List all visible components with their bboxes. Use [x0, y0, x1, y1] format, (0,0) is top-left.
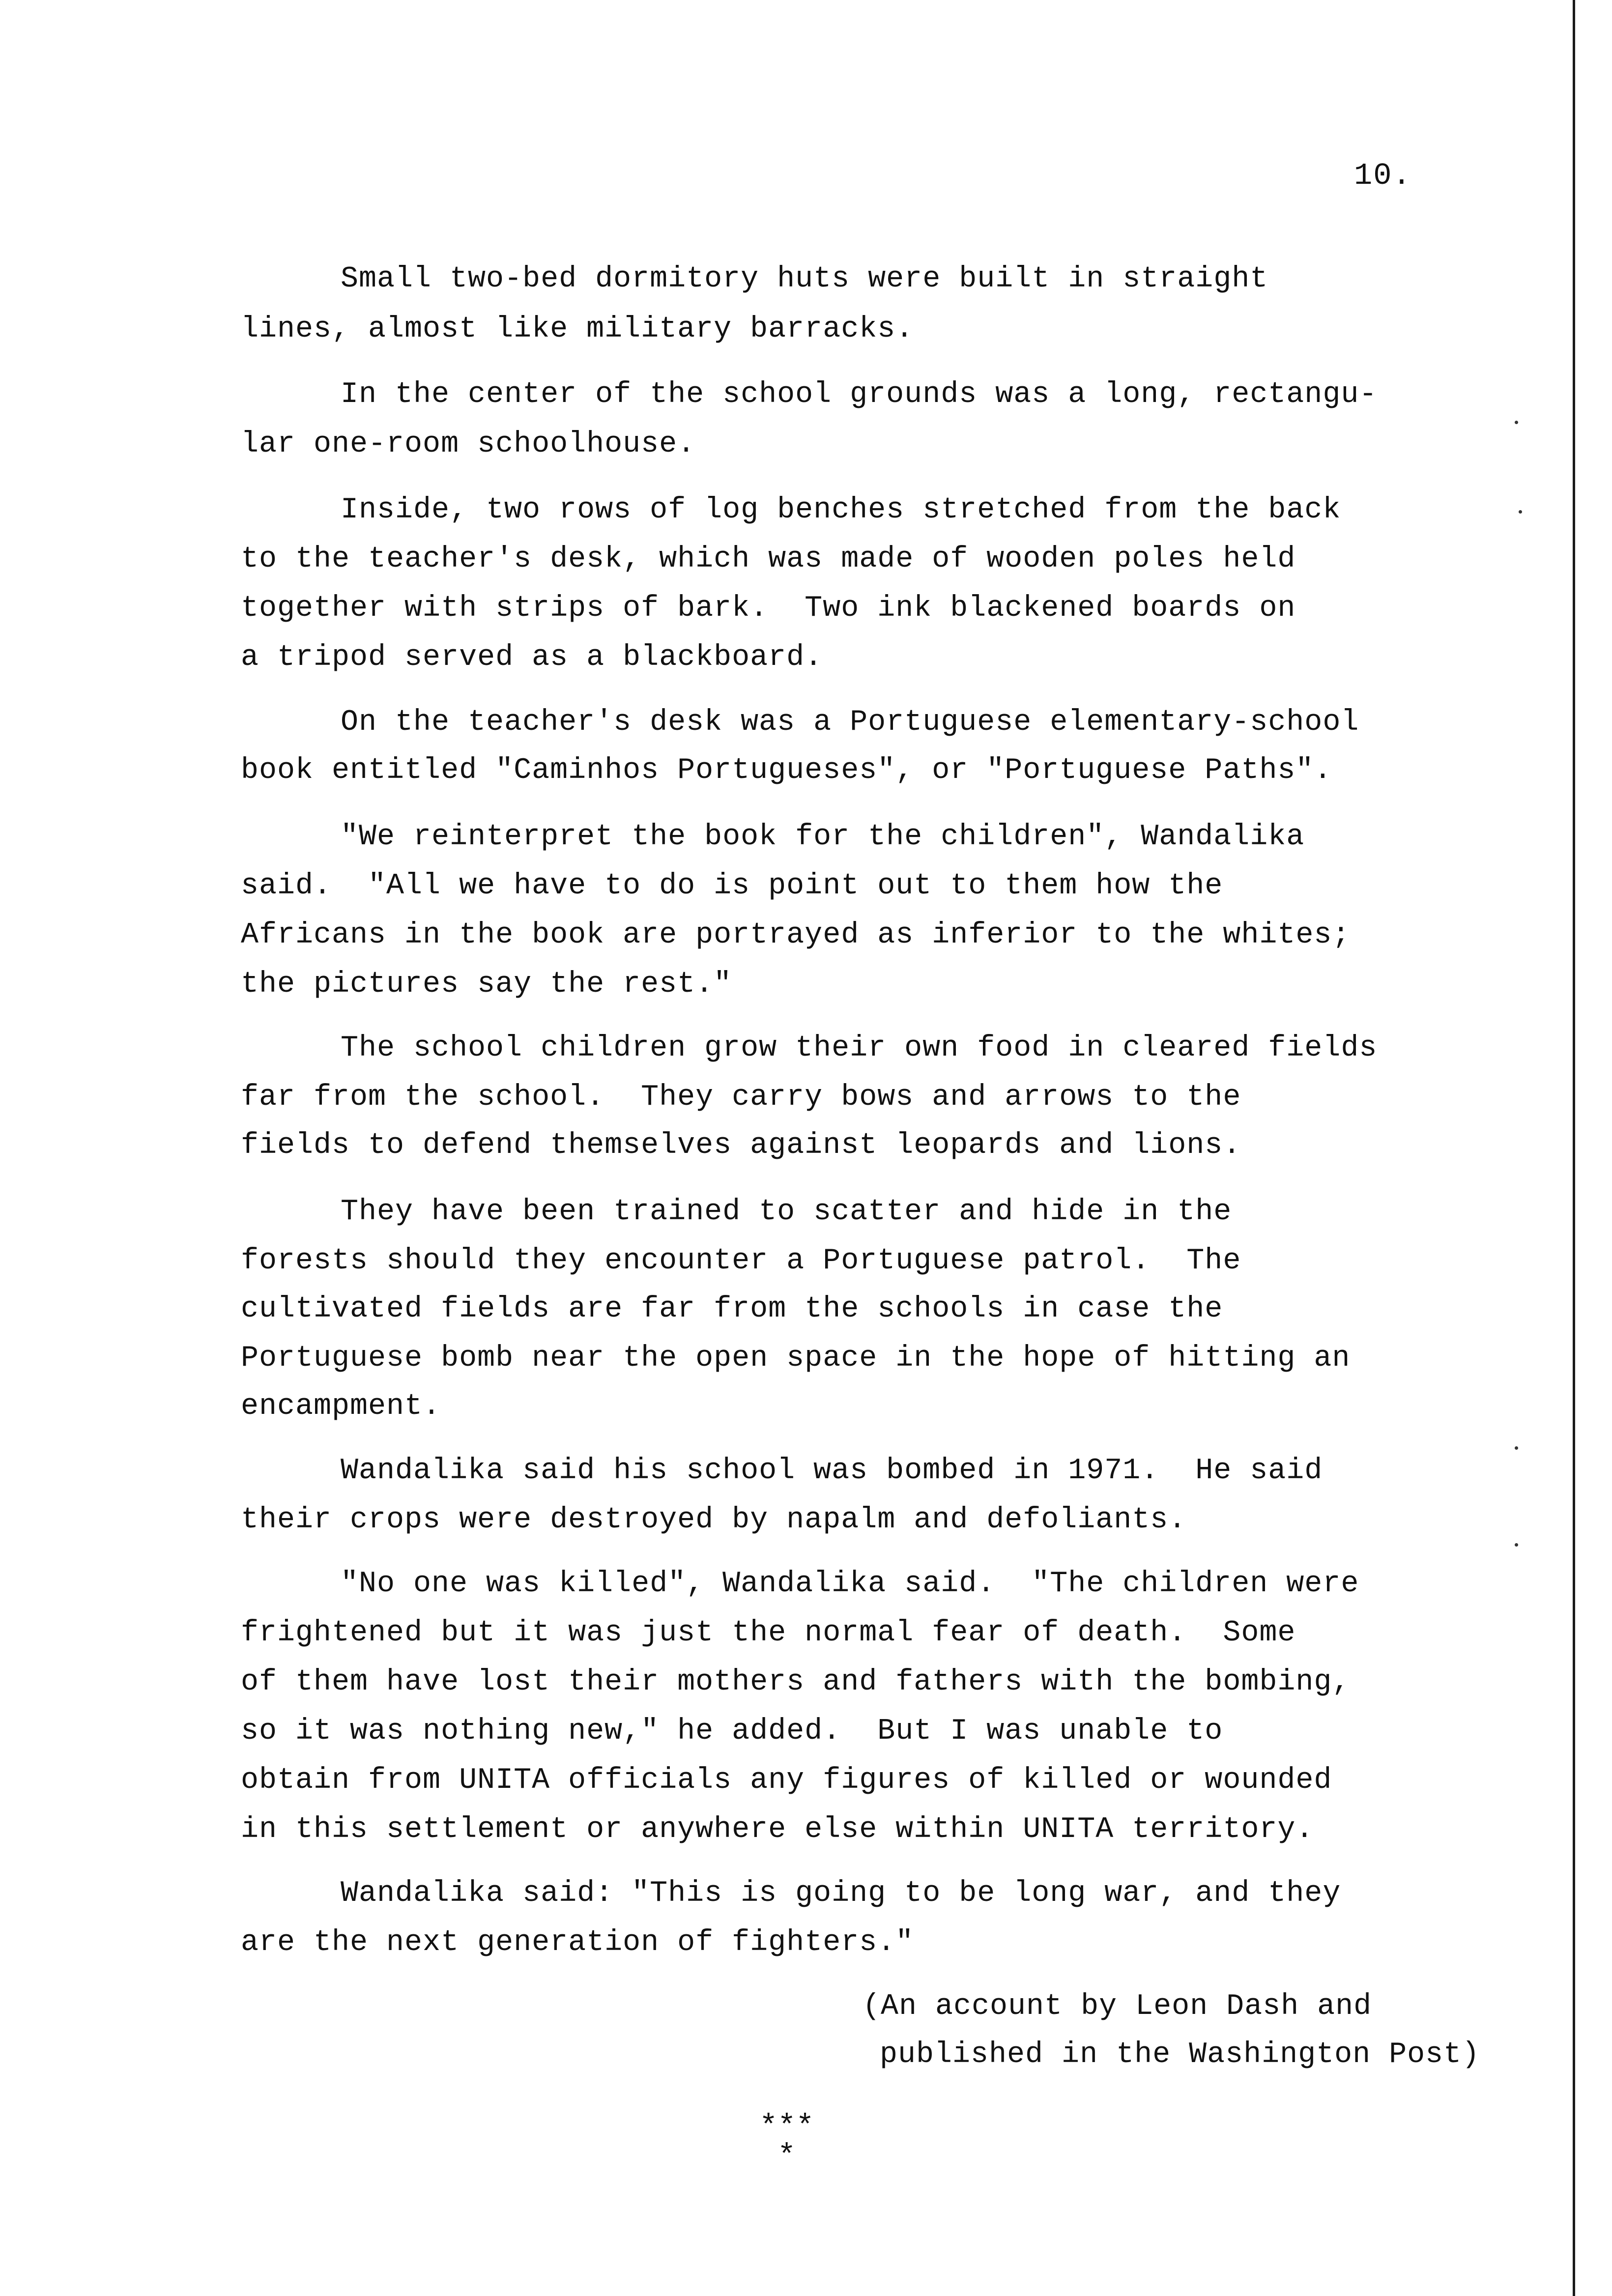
- body-line: The school children grow their own food in cleared fields: [341, 1032, 1378, 1065]
- body-line: far from the school. They carry bows and arrows to the: [241, 1081, 1241, 1114]
- body-line: Wandalika said his school was bombed in 1971. He said: [341, 1454, 1323, 1488]
- body-line: obtain from UNITA officials any figures of killed or wounded: [241, 1764, 1332, 1797]
- attribution-line: published in the Washington Post): [880, 2038, 1480, 2071]
- body-line: Inside, two rows of log benches stretched from the back: [341, 493, 1341, 527]
- scan-speck: [1519, 510, 1522, 514]
- page-edge-line: [1573, 0, 1575, 2296]
- body-line: a tripod served as a blackboard.: [241, 641, 823, 674]
- body-line: forests should they encounter a Portuguese patrol. The: [241, 1244, 1241, 1278]
- body-line: encampment.: [241, 1390, 441, 1423]
- body-line: their crops were destroyed by napalm and defoliants.: [241, 1503, 1187, 1537]
- scan-speck: [1515, 1446, 1518, 1450]
- body-line: Portuguese bomb near the open space in the hope of hitting an: [241, 1342, 1351, 1375]
- body-line: They have been trained to scatter and hide in the: [341, 1195, 1232, 1229]
- body-line: to the teacher's desk, which was made of wooden poles held: [241, 543, 1296, 576]
- body-line: so it was nothing new," he added. But I was unable to: [241, 1715, 1223, 1748]
- scan-speck: [1515, 1543, 1518, 1547]
- body-line: In the center of the school grounds was a long, rectangu-: [341, 378, 1378, 411]
- body-line: lines, almost like military barracks.: [241, 313, 914, 346]
- separator-star: *: [777, 2139, 796, 2174]
- body-line: in this settlement or anywhere else within UNITA territory.: [241, 1813, 1314, 1846]
- body-line: Wandalika said: "This is going to be long war, and they: [341, 1877, 1341, 1910]
- separator-stars: ***: [759, 2109, 814, 2144]
- body-line: fields to defend themselves against leopards and lions.: [241, 1129, 1241, 1162]
- attribution-line: (An account by Leon Dash and: [863, 1990, 1372, 2023]
- body-line: cultivated fields are far from the schools in case the: [241, 1292, 1223, 1326]
- body-line: "We reinterpret the book for the children", Wandalika: [341, 820, 1305, 854]
- body-line: the pictures say the rest.": [241, 968, 732, 1001]
- body-line: of them have lost their mothers and fathers with the bombing,: [241, 1665, 1351, 1699]
- scan-speck: [1515, 421, 1518, 424]
- body-line: Africans in the book are portrayed as inferior to the whites;: [241, 918, 1351, 952]
- body-line: On the teacher's desk was a Portuguese elementary-school: [341, 706, 1359, 739]
- body-line: frightened but it was just the normal fear of death. Some: [241, 1616, 1296, 1650]
- body-line: are the next generation of fighters.": [241, 1926, 914, 1959]
- page-number: 10.: [1354, 158, 1412, 193]
- body-line: said. "All we have to do is point out to them how the: [241, 869, 1223, 903]
- body-line: lar one-room schoolhouse.: [241, 428, 696, 461]
- body-line: "No one was killed", Wandalika said. "The children were: [341, 1567, 1359, 1601]
- body-line: together with strips of bark. Two ink blackened boards on: [241, 592, 1296, 625]
- body-line: Small two-bed dormitory huts were built in straight: [341, 262, 1268, 296]
- body-line: book entitled "Caminhos Portugueses", or "Portuguese Paths".: [241, 754, 1332, 787]
